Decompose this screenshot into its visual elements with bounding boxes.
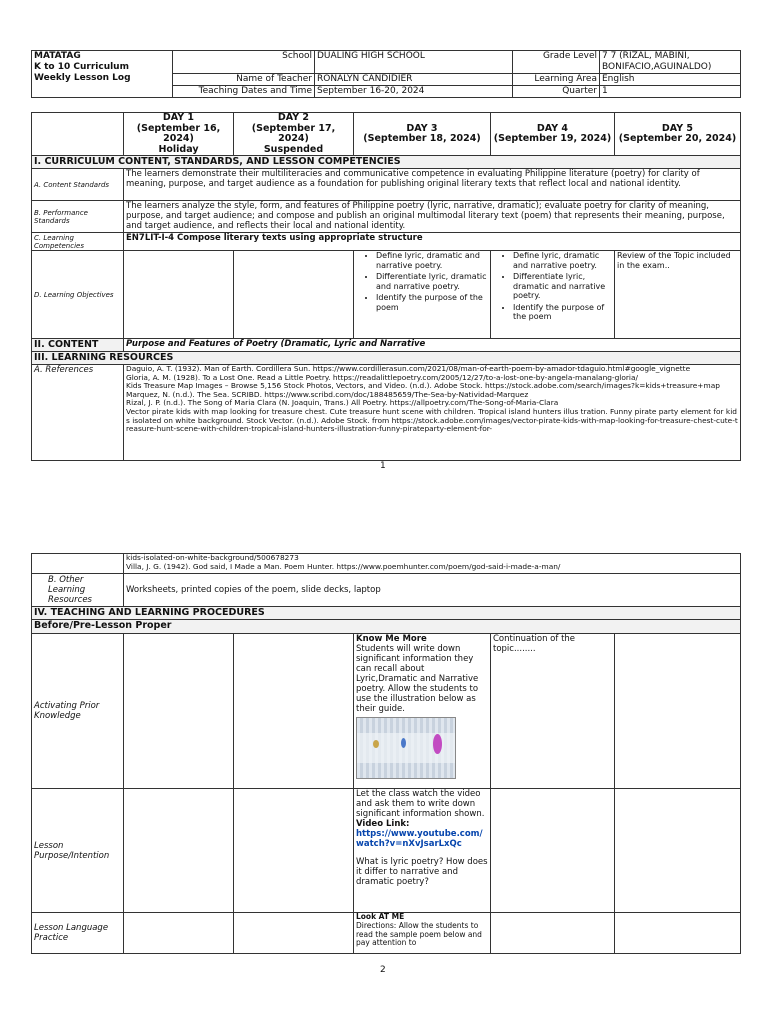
log-title: Weekly Lesson Log	[34, 73, 131, 83]
list-item: • Define lyric, dramatic and narrative poetry.	[513, 251, 612, 270]
practice-text: Directions: Allow the students to read the sample poem below and pay attention to	[356, 920, 482, 948]
day5-purpose	[615, 789, 741, 913]
content-standards-text: The learners demonstrate their multiliteracies and communicative competence in evaluating Philippine literature (poetry) for clarity of meaning, purpose, and target audience as a foundation for publishing original literary texts that reflect local and national identity.	[124, 169, 741, 201]
day1-header: DAY 1 (September 16, 2024) Holiday	[124, 113, 234, 156]
day2-objectives	[234, 251, 354, 339]
day1-purpose	[124, 789, 234, 913]
video-link[interactable]: https://www.youtube.com/watch?v=nXvJsarLxQc	[356, 829, 483, 849]
performance-standards-label: B. Performance Standards	[32, 201, 124, 233]
reference-item: Daguio, A. T. (1932). Man of Earth. Cordillera Sun. https://www.cordillerasun.com/2021/08/man-of-earth-poem-by-amador-tdaguio.html#google_vignette	[126, 364, 691, 373]
day4-practice	[491, 913, 615, 954]
list-item: • Differentiate lyric, dramatic and narrative poetry.	[513, 272, 612, 301]
other-resources-text: Worksheets, printed copies of the poem, slide decks, laptop	[124, 574, 741, 607]
dates-label: Teaching Dates and Time	[173, 86, 315, 98]
list-item: • Define lyric, dramatic and narrative poetry.	[376, 251, 488, 270]
reference-item: Vector pirate kids with map looking for treasure chest. Cute treasure hunt scene with children. Tropical island hunters illus tration. Funny pirate party element for kids isolated on white background. Stock Vector. (n.d.). Adobe Stock. from https://stock.adobe.com/images/vector-pirate-kids-with-map-looking-for-treasure-chest-cute-treasure-hunt-scene-with-children-tropical-island-hunters-illustration-funny-pirateparty-element-for-	[126, 406, 738, 434]
activating-label: Activating Prior Knowledge	[32, 634, 124, 789]
school-label: School	[173, 51, 315, 74]
lesson-table-page1	[31, 112, 741, 461]
teacher-label: Name of Teacher	[173, 74, 315, 86]
guide-illustration	[356, 717, 456, 779]
day5-objective: Review of the Topic included in the exam..	[615, 251, 741, 339]
area-value: English	[600, 74, 741, 86]
day2-activating	[234, 634, 354, 789]
day5-activating	[615, 634, 741, 789]
objectives-label: D. Learning Objectives	[32, 251, 124, 339]
pre-lesson-title: Before/Pre-Lesson Proper	[32, 620, 741, 634]
competencies-text: EN7LIT-I-4 Compose literary texts using appropriate structure	[124, 233, 741, 251]
references-list	[124, 365, 741, 461]
reference-item: Villa, J. G. (1942). God said, I Made a Man. Poem Hunter. https://www.poemhunter.com/poem/god-said-i-made-a-man/	[126, 561, 561, 571]
content-standards-label: A. Content Standards	[32, 169, 124, 201]
day3-purpose	[354, 789, 491, 913]
day2-practice	[234, 913, 354, 954]
purpose-text: Let the class watch the video and ask them to write down significant information shown.	[356, 789, 485, 819]
references-cont	[124, 554, 741, 574]
performance-standards-text: The learners analyze the style, form, and features of Philippine poetry (lyric, narrative, dramatic); evaluate poetry for clarity of meaning, purpose, and target audience; and compose and publish an original multimodal literary text (poem) that represents their meaning, purpose, and target audience, and reflects their local and national identity.	[124, 201, 741, 233]
day5-practice	[615, 913, 741, 954]
day1-objectives	[124, 251, 234, 339]
matatag-title: MATATAG	[34, 51, 81, 61]
day1-practice	[124, 913, 234, 954]
grade-value: 7 7 (RIZAL, MABINI, BONIFACIO,AGUINALDO)	[600, 51, 741, 74]
day3-practice	[354, 913, 491, 954]
day4-header: DAY 4 (September 19, 2024)	[491, 113, 615, 156]
day4-activating: Continuation of the topic........	[491, 634, 615, 789]
references-cont-label	[32, 554, 124, 574]
corner-cell	[32, 113, 124, 156]
dates-value: September 16-20, 2024	[315, 86, 513, 98]
video-label: Video Link:	[356, 819, 410, 829]
day1-activating	[124, 634, 234, 789]
day4-objective-list	[493, 251, 612, 322]
other-resources-label: B. Other Learning Resources	[32, 574, 124, 607]
list-item: • Differentiate lyric, dramatic and narrative poetry.	[376, 272, 488, 291]
quarter-value: 1	[600, 86, 741, 98]
day3-header: DAY 3 (September 18, 2024)	[354, 113, 491, 156]
purpose-label: Lesson Purpose/Intention	[32, 789, 124, 913]
section4-title: IV. TEACHING AND LEARNING PROCEDURES	[32, 607, 741, 620]
quarter-label: Quarter	[513, 86, 600, 98]
page-number-2: 2	[380, 965, 386, 975]
reference-item: Rizal, J. P. (n.d.). The Song of Maria Clara (N. Joaquin, Trans.) All Poetry. https://allpoetry.com/The-Song-of-Maria-Clara	[126, 398, 559, 408]
day2-purpose	[234, 789, 354, 913]
teacher-value: RONALYN CANDIDIER	[315, 74, 513, 86]
list-item: • Identify the purpose of the poem	[513, 303, 612, 322]
area-label: Learning Area	[513, 74, 600, 86]
section2-content: Purpose and Features of Poetry (Dramatic, Lyric and Narrative	[124, 339, 741, 352]
header-table	[31, 50, 741, 98]
day3-objective-list	[356, 251, 488, 312]
page-number-1: 1	[380, 461, 386, 471]
reference-item: kids-isolated-on-white-background/500678273	[126, 553, 299, 562]
competencies-label: C. Learning Competencies	[32, 233, 124, 251]
reference-item: Gloria, A. M. (1928). To a Lost One. Read a Little Poetry. https://readalittlepoetry.com/2005/12/27/to-a-lost-one-by-angela-manalang-gloria/	[126, 372, 638, 382]
curriculum-title: K to 10 Curriculum	[34, 62, 129, 72]
day4-purpose	[491, 789, 615, 913]
practice-title: Look AT ME	[356, 912, 405, 921]
school-value: DUALING HIGH SCHOOL	[315, 51, 513, 74]
activity-title: Know Me More	[356, 634, 427, 644]
section2-title: II. CONTENT	[32, 339, 124, 352]
day3-objectives	[354, 251, 491, 339]
section1-title: I. CURRICULUM CONTENT, STANDARDS, AND LESSON COMPETENCIES	[32, 156, 741, 169]
practice-label: Lesson Language Practice	[32, 913, 124, 954]
reference-item: Kids Treasure Map Images – Browse 5,156 Stock Photos, Vectors, and Video. (n.d.). Adobe Stock. https://stock.adobe.com/search/images?k=kids+treasure+map	[126, 381, 720, 391]
list-item: • Identify the purpose of the poem	[376, 293, 488, 312]
lesson-table-page2	[31, 553, 741, 954]
section3-title: III. LEARNING RESOURCES	[32, 352, 741, 365]
purpose-question: What is lyric poetry? How does it differ to narrative and dramatic poetry?	[356, 857, 488, 887]
reference-item: Marquez, N. (n.d.). The Sea. SCRIBD. https://www.scribd.com/doc/188485659/The-Sea-by-Natividad-Marquez	[126, 389, 529, 399]
day4-objectives	[491, 251, 615, 339]
references-label: A. References	[32, 365, 124, 461]
day2-header: DAY 2 (September 17, 2024) Suspended	[234, 113, 354, 156]
grade-label: Grade Level	[513, 51, 600, 74]
day3-activating	[354, 634, 491, 789]
matatag-title-cell	[32, 51, 173, 98]
day5-header: DAY 5 (September 20, 2024)	[615, 113, 741, 156]
activity-text: Students will write down significant information they can recall about Lyric,Dramatic and Narrative poetry. Allow the students to use the illustration below as their guide.	[356, 644, 479, 714]
